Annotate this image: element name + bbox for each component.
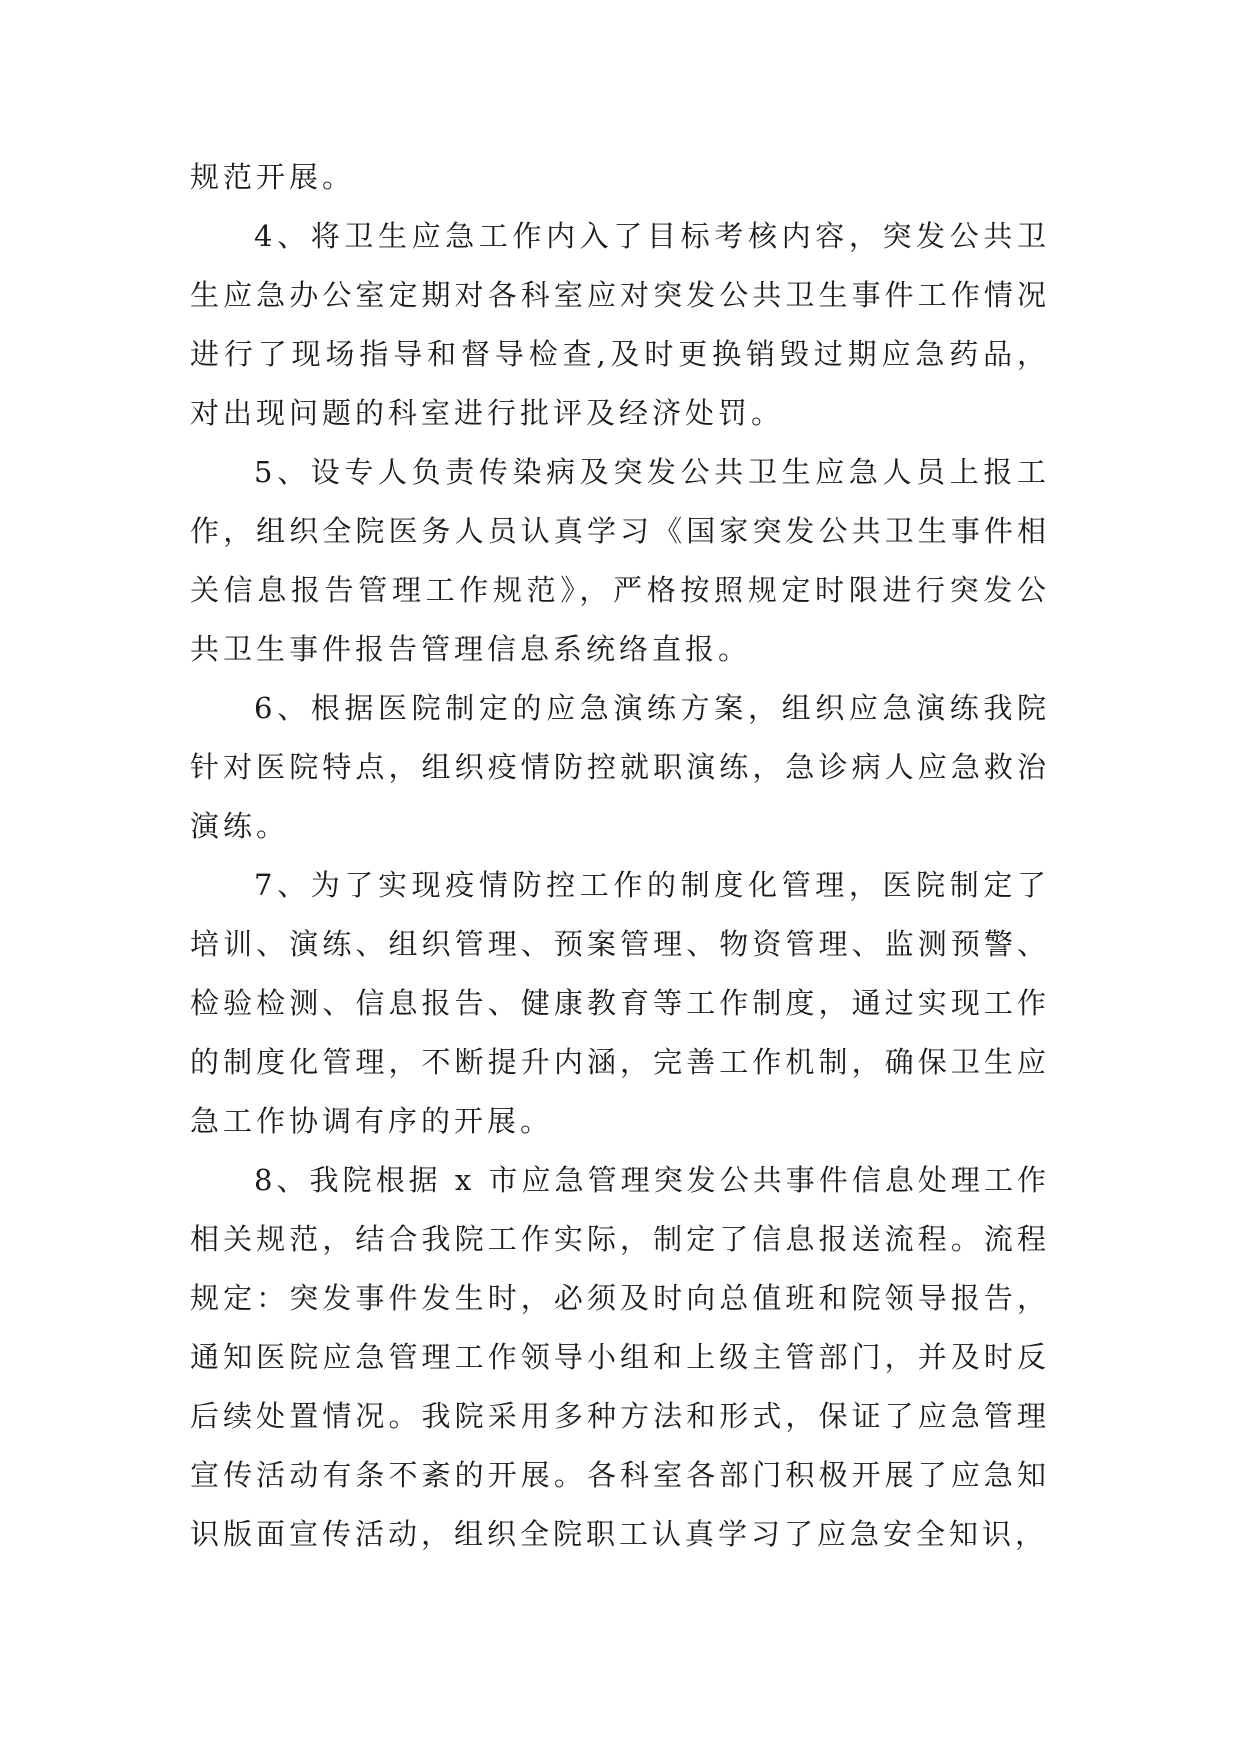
paragraph-continuation: 规范开展。	[190, 160, 356, 194]
paragraph-item-6: 6、根据医院制定的应急演练方案，组织应急演练我院针对医院特点，组织疫情防控就职演练，急诊病人应急救治演练。	[190, 691, 1050, 843]
paragraph-item-5: 5、设专人负责传染病及突发公共卫生应急人员上报工作，组织全院医务人员认真学习《国家突发公共卫生事件相关信息报告管理工作规范》，严格按照规定时限进行突发公共卫生事件报告管理信息系统络直报。	[190, 455, 1050, 666]
paragraph-item-7: 7、为了实现疫情防控工作的制度化管理，医院制定了培训、演练、组织管理、预案管理、物资管理、监测预警、检验检测、信息报告、健康教育等工作制度，通过实现工作的制度化管理，不断提升内涵，完善工作机制，确保卫生应急工作协调有序的开展。	[190, 868, 1050, 1138]
paragraph-item-8: 8、我院根据 x 市应急管理突发公共事件信息处理工作相关规范，结合我院工作实际，制定了信息报送流程。流程规定：突发事件发生时，必须及时向总值班和院领导报告，通知医院应急管理工作领导小组和上级主管部门，并及时反后续处置情况。我院采用多种方法和形式，保证了应急管理宣传活动有条不紊的开展。各科室各部门积极开展了应急知识版面宣传活动，组织全院职工认真学习了应急安全知识，	[190, 1163, 1050, 1551]
paragraph-item-4: 4、将卫生应急工作内入了目标考核内容，突发公共卫生应急办公室定期对各科室应对突发公共卫生事件工作情况进行了现场指导和督导检查,及时更换销毁过期应急药品，对出现问题的科室进行批评及经济处罚。	[190, 219, 1050, 430]
document-body	[190, 148, 1050, 1564]
